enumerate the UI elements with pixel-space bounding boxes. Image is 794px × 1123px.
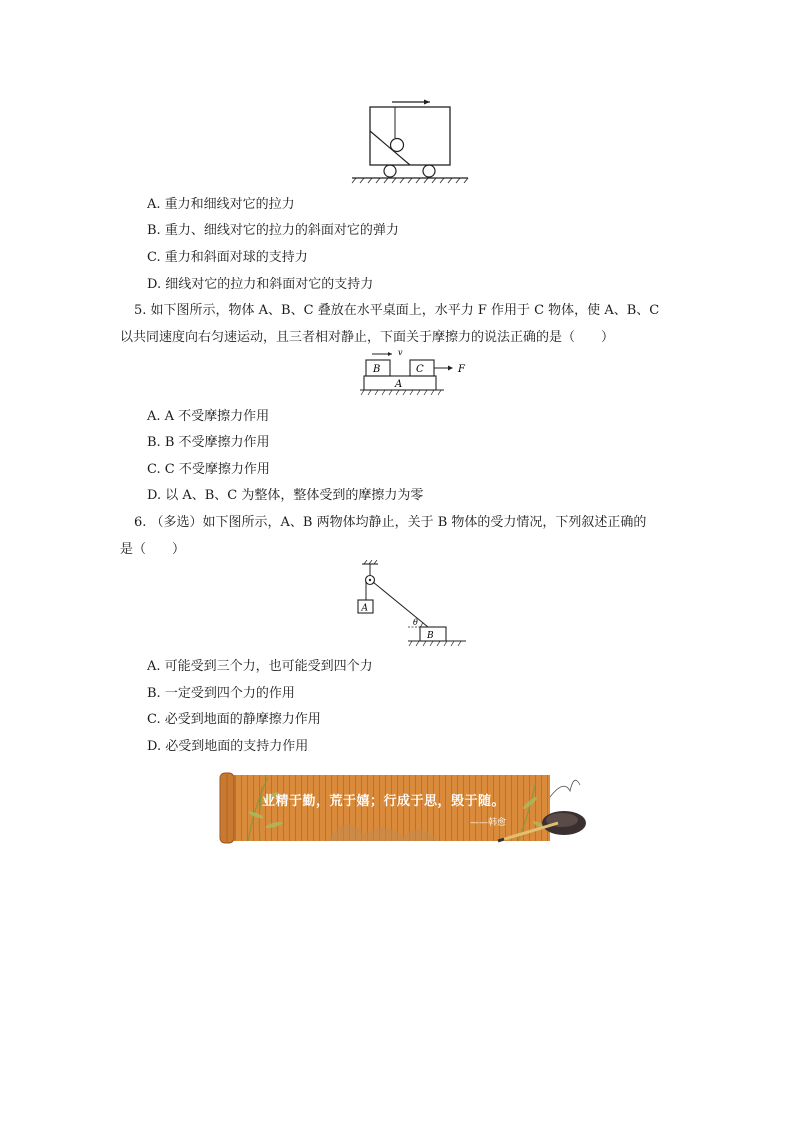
q5-stem-line1: 5. 如下图所示，物体 A、B、C 叠放在水平桌面上，水平力 F 作用于 C 物体，使 A、B、C xyxy=(134,303,660,318)
q4-option-a: A. 重力和细线对它的拉力 xyxy=(147,197,295,212)
q5-stem-line2: 以共同速度向右匀速运动，且三者相对静止，下面关于摩擦力的说法正确的是（ ） xyxy=(120,330,615,345)
q6-option-d: D. 必受到地面的支持力作用 xyxy=(147,739,309,754)
q5-block-c-label: C xyxy=(416,364,424,375)
q6-option-b: B. 一定受到四个力的作用 xyxy=(147,686,295,701)
q6-stem-line2: 是（ ） xyxy=(120,542,186,557)
q6-block-b-label: B xyxy=(427,631,434,641)
q5-option-b: B. B 不受摩擦力作用 xyxy=(147,435,270,450)
stacked-blocks-figure xyxy=(358,346,478,398)
q5-option-c: C. C 不受摩擦力作用 xyxy=(147,462,270,477)
q5-option-d: D. 以 A、B、C 为整体，整体受到的摩擦力为零 xyxy=(147,488,424,503)
q6-block-a-label: A xyxy=(361,603,368,614)
q5-option-a: A. A 不受摩擦力作用 xyxy=(147,409,270,424)
q4-option-b: B. 重力、细线对它的拉力的斜面对它的弹力 xyxy=(147,223,399,238)
q6-stem-line1: 6. （多选）如下图所示，A、B 两物体均静止，关于 B 物体的受力情况，下列叙述正确的 xyxy=(134,515,647,530)
q5-force-label: F xyxy=(458,364,465,375)
cart-incline-figure xyxy=(350,98,470,186)
banner-quote: 业精于勤，荒于嬉；行成于思，毁于随。 xyxy=(262,794,506,809)
q5-velocity-label: v xyxy=(398,348,403,357)
q6-option-a: A. 可能受到三个力，也可能受到四个力 xyxy=(147,659,373,674)
q5-block-a-label: A xyxy=(395,379,403,390)
q5-block-b-label: B xyxy=(373,364,381,375)
q6-angle-label: θ xyxy=(413,618,418,627)
pulley-blocks-figure xyxy=(348,560,468,652)
q4-option-d: D. 细线对它的拉力和斜面对它的支持力 xyxy=(147,277,374,292)
q6-option-c: C. 必受到地面的静摩擦力作用 xyxy=(147,712,321,727)
banner-author: ——韩愈 xyxy=(470,818,507,828)
q4-option-c: C. 重力和斜面对球的支持力 xyxy=(147,250,308,265)
